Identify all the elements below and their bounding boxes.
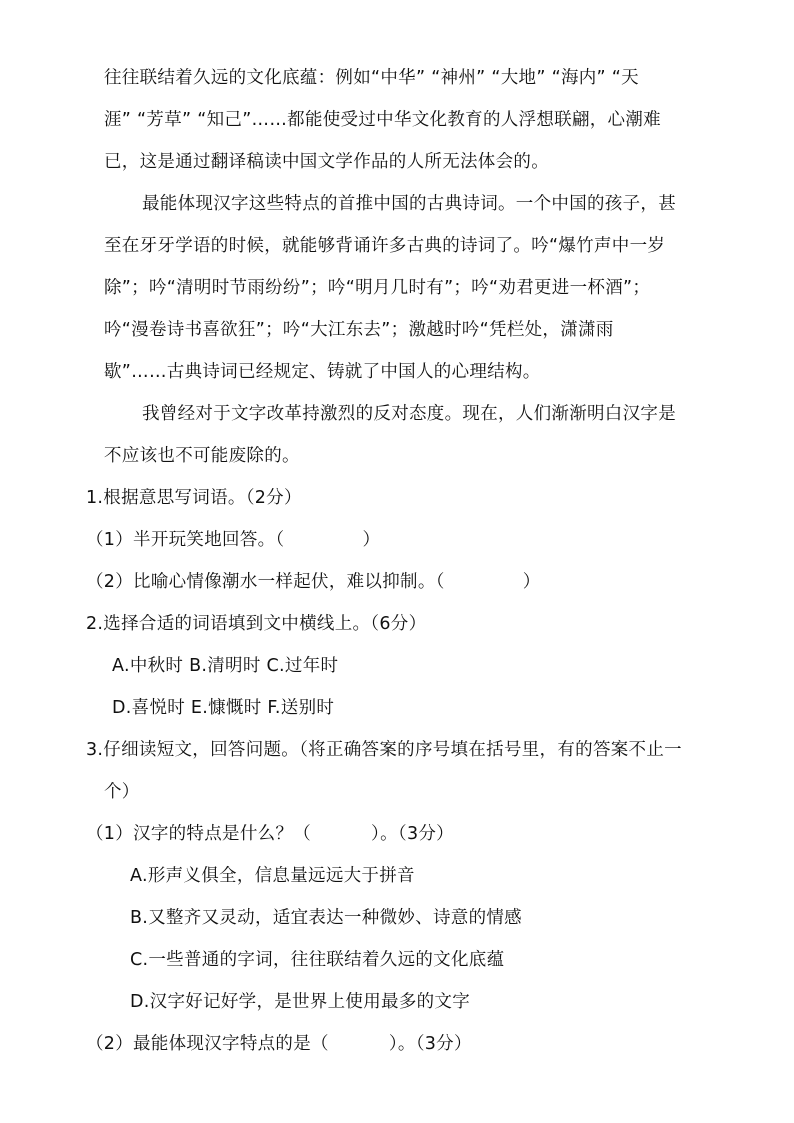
passage-line-1: 往往联结着久远的文化底蕴：例如“中华” “神州” “大地” “海内” “天 <box>104 68 639 88</box>
q3-sub-1-option-b: B.又整齐又灵动，适宜表达一种微妙、诗意的情感 <box>130 908 522 928</box>
q1-item-2 <box>86 570 541 594</box>
passage-line-8: 歇”……古典诗词已经规定、铸就了中国人的心理结构。 <box>104 362 541 382</box>
passage-line-3: 已，这是通过翻译稿读中国文学作品的人所无法体会的。 <box>104 152 549 172</box>
q2-options-row-2: D.喜悦时 E.慷慨时 F.送别时 <box>112 698 335 718</box>
passage-line-4: 最能体现汉字这些特点的首推中国的古典诗词。一个中国的孩子，甚 <box>142 194 676 214</box>
q1-item-2-close: ） <box>522 572 541 592</box>
q3-sub-2-close: ）。（3分） <box>388 1034 472 1054</box>
q1-item-1-close: ） <box>362 530 381 550</box>
q2-options-row-1: A.中秋时 B.清明时 C.过年时 <box>112 656 339 676</box>
passage-line-5: 至在牙牙学语的时候，就能够背诵许多古典的诗词了。吟“爆竹声中一岁 <box>104 236 666 256</box>
passage-line-6: 除”；吟“清明时节雨纷纷”；吟“明月几时有”；吟“劝君更进一杯酒”； <box>104 278 651 298</box>
q3-title-line-1: 3.仔细读短文，回答问题。（将正确答案的序号填在括号里，有的答案不止一 <box>86 740 682 760</box>
passage-line-10: 不应该也不可能废除的。 <box>104 446 300 466</box>
q2-title: 2.选择合适的词语填到文中横线上。（6分） <box>86 614 427 634</box>
q1-item-1 <box>86 528 380 552</box>
q3-sub-1-option-d: D.汉字好记好学，是世界上使用最多的文字 <box>130 992 471 1012</box>
q3-sub-1-text: （1）汉字的特点是什么？（ <box>86 824 312 844</box>
q3-title-line-2: 个） <box>104 782 140 802</box>
q3-sub-1-close: ）。（3分） <box>371 824 454 844</box>
q3-sub-2 <box>86 1032 472 1056</box>
passage-line-9: 我曾经对于文字改革持激烈的反对态度。现在，人们渐渐明白汉字是 <box>142 404 676 424</box>
q3-sub-1-option-c: C.一些普通的字词，往往联结着久远的文化底蕴 <box>130 950 505 970</box>
q1-item-2-text: （2）比喻心情像潮水一样起伏，难以抑制。（ <box>86 572 445 592</box>
q3-sub-1-option-a: A.形声义俱全，信息量远远大于拼音 <box>130 866 415 886</box>
q3-sub-2-text: （2）最能体现汉字特点的是（ <box>86 1034 329 1054</box>
passage-line-2: 涯” “芳草” “知己”……都能使受过中华文化教育的人浮想联翩，心潮难 <box>104 110 661 130</box>
q3-sub-1 <box>86 822 454 846</box>
q1-item-1-text: （1）半开玩笑地回答。（ <box>86 530 285 550</box>
passage-line-7: 吟“漫卷诗书喜欲狂”；吟“大江东去”；激越时吟“凭栏处，潇潇雨 <box>104 320 614 340</box>
q1-title: 1.根据意思写词语。（2分） <box>86 488 302 508</box>
